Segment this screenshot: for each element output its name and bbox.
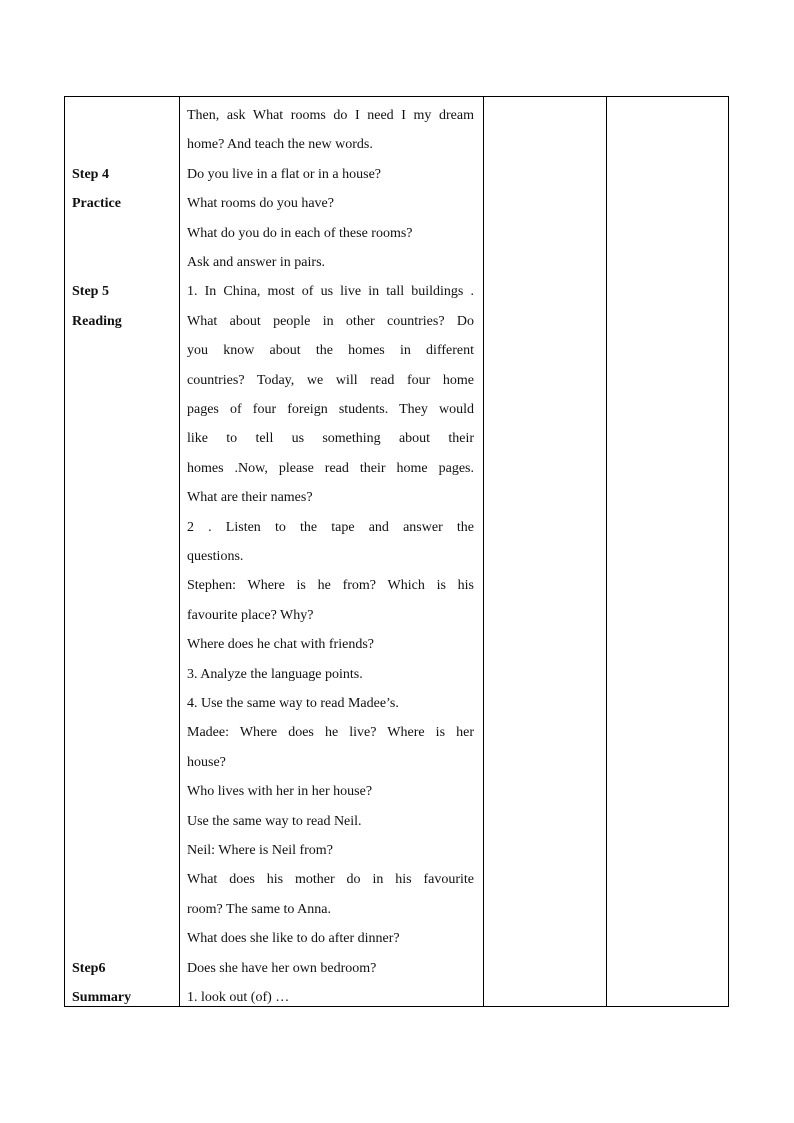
step-label: Step 4	[72, 166, 109, 182]
content-line: 4. Use the same way to read Madee’s.	[187, 696, 399, 711]
content-line: What do you do in each of these rooms?	[187, 225, 413, 241]
content-line: What are their names?	[187, 490, 313, 506]
content-line: you know about the homes in different	[187, 343, 474, 359]
content-line: 1. In China, most of us live in tall buildings .	[187, 284, 474, 300]
content-line: home? And teach the new words.	[187, 137, 373, 153]
content-line: pages of four foreign students. They would	[187, 402, 474, 417]
content-line: Does she have her own bedroom?	[187, 960, 377, 976]
content-line: Where does he chat with friends?	[187, 637, 374, 653]
content-line: Do you live in a flat or in a house?	[187, 166, 382, 182]
empty-column-3	[484, 97, 607, 1006]
content-line: questions.	[187, 549, 244, 564]
content-line: homes .Now, please read their home pages.	[187, 460, 474, 476]
empty-column-4	[607, 97, 728, 1006]
step-label: Reading	[72, 313, 122, 329]
content-line: favourite place? Why?	[187, 607, 314, 623]
content-line: Use the same way to read Neil.	[187, 813, 362, 829]
content-line: Who lives with her in her house?	[187, 784, 373, 800]
content-line: What does his mother do in his favourite	[187, 872, 474, 888]
step-column	[65, 97, 180, 1006]
step-label: Practice	[72, 196, 121, 212]
content-line: like to tell us something about their	[187, 431, 474, 447]
content-line: 2 . Listen to the tape and answer the	[187, 519, 474, 535]
content-line: What about people in other countries? Do	[187, 313, 474, 329]
content-line: Ask and answer in pairs.	[187, 255, 326, 270]
step-label: Step6	[72, 960, 106, 976]
content-line: 1. look out (of) …	[187, 990, 290, 1005]
content-line: Neil: Where is Neil from?	[187, 843, 333, 858]
content-line: countries? Today, we will read four home	[187, 372, 474, 388]
content-line: Then, ask What rooms do I need I my dream	[187, 108, 474, 123]
content-line: room? The same to Anna.	[187, 901, 331, 917]
lesson-plan-table	[64, 96, 729, 1007]
content-line: Madee: Where does he live? Where is her	[187, 725, 474, 741]
step-label: Summary	[72, 990, 132, 1005]
content-line: house?	[187, 754, 226, 770]
content-line: What rooms do you have?	[187, 196, 334, 212]
content-column	[180, 97, 484, 1006]
content-line: Stephen: Where is he from? Which is his	[187, 578, 474, 594]
step-label: Step 5	[72, 284, 109, 300]
content-line: 3. Analyze the language points.	[187, 666, 363, 682]
content-line: What does she like to do after dinner?	[187, 931, 400, 947]
